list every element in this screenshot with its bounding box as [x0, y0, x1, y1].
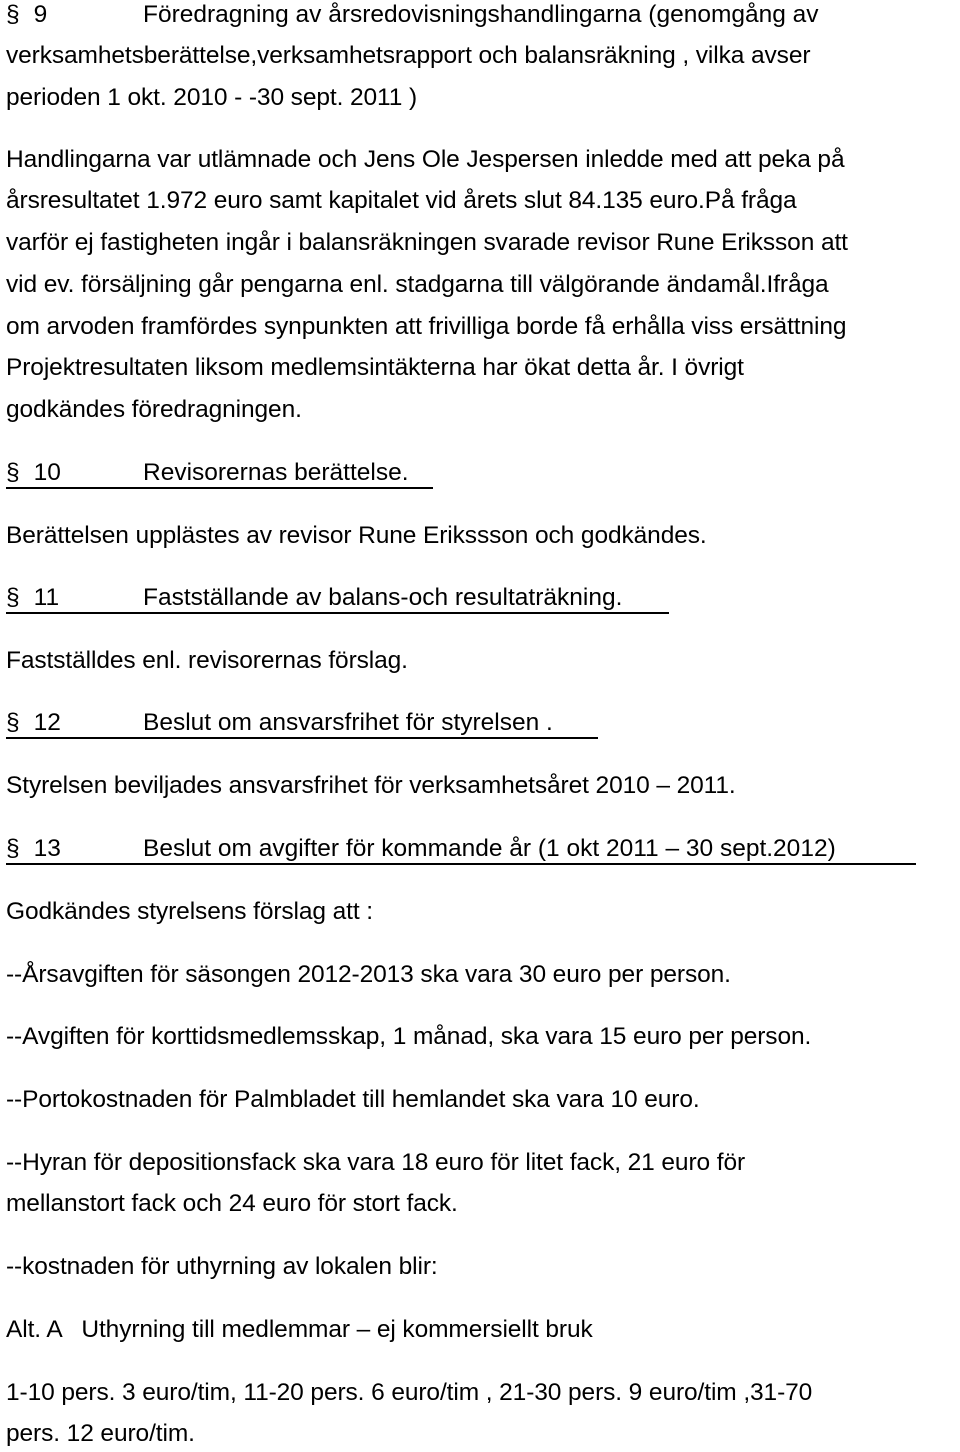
section-9-title-line-2: verksamhetsberättelse,verksamhetsrapport och balansräkning , vilka avser — [6, 42, 811, 69]
section-9-body-line: varför ej fastigheten ingår i balansräkningen svarade revisor Rune Eriksson att — [6, 229, 848, 256]
section-number: 9 — [33, 1, 48, 28]
section-13-body-line: 1-10 pers. 3 euro/tim, 11-20 pers. 6 euro/tim , 21-30 pers. 9 euro/tim ,31-70 — [6, 1379, 813, 1406]
section-13-body-line: Godkändes styrelsens förslag att : — [6, 898, 374, 925]
section-9-body-line: årsresultatet 1.972 euro samt kapitalet vid årets slut 84.135 euro.På fråga — [6, 187, 797, 214]
section-9-body-line: om arvoden framfördes synpunkten att frivilliga borde få erhålla viss ersättning — [6, 313, 847, 340]
section-13-body-line: --Portokostnaden för Palmbladet till hemlandet ska vara 10 euro. — [6, 1086, 700, 1113]
section-number: 13 — [33, 835, 61, 862]
section-symbol: § — [6, 835, 20, 862]
section-9-title-line-3: perioden 1 okt. 2010 - -30 sept. 2011 ) — [6, 84, 418, 111]
heading-underline — [6, 612, 669, 614]
section-9-title-line-1: Föredragning av årsredovisningshandlingarna (genomgång av — [143, 1, 819, 28]
section-13-body-line: mellanstort fack och 24 euro för stort fack. — [6, 1190, 458, 1217]
section-10-number — [6, 458, 61, 488]
heading-underline — [6, 487, 433, 489]
section-symbol: § — [6, 459, 20, 486]
section-13-body-line: --Hyran för depositionsfack ska vara 18 euro för litet fack, 21 euro för — [6, 1149, 746, 1176]
section-9-body-line: Handlingarna var utlämnade och Jens Ole Jespersen inledde med att peka på — [6, 146, 845, 173]
section-12-body: Styrelsen beviljades ansvarsfrihet för verksamhetsåret 2010 – 2011. — [6, 772, 736, 799]
section-13-body-line: --Avgiften för korttidsmedlemsskap, 1 månad, ska vara 15 euro per person. — [6, 1023, 812, 1050]
section-9-body-line: Projektresultaten liksom medlemsintäkterna har ökat detta år. I övrigt — [6, 354, 744, 381]
section-9-number — [6, 0, 47, 30]
section-12-number — [6, 708, 61, 738]
section-11-number — [6, 583, 59, 613]
section-symbol: § — [6, 709, 20, 736]
section-symbol: § — [6, 1, 20, 28]
heading-underline — [6, 863, 916, 865]
section-9-body-line: godkändes föredragningen. — [6, 396, 302, 423]
section-13-body-line: pers. 12 euro/tim. — [6, 1420, 195, 1447]
section-9-body-line: vid ev. försäljning går pengarna enl. stadgarna till välgörande ändamål.Ifråga — [6, 271, 829, 298]
section-13-body-line: --kostnaden för uthyrning av lokalen blir: — [6, 1253, 438, 1280]
section-12-title: Beslut om ansvarsfrihet för styrelsen . — [143, 709, 553, 736]
section-number: 12 — [33, 709, 61, 736]
section-11-body: Fastställdes enl. revisorernas förslag. — [6, 647, 408, 674]
section-10-body: Berättelsen upplästes av revisor Rune Erikssson och godkändes. — [6, 522, 707, 549]
section-13-body-line: Alt. A Uthyrning till medlemmar – ej kommersiellt bruk — [6, 1316, 593, 1343]
section-11-title: Fastställande av balans-och resultaträkning. — [143, 584, 623, 611]
section-13-title: Beslut om avgifter för kommande år (1 okt 2011 – 30 sept.2012) — [143, 835, 836, 862]
section-13-number — [6, 834, 61, 864]
section-number: 11 — [33, 584, 60, 611]
section-symbol: § — [6, 584, 20, 611]
section-10-title: Revisorernas berättelse. — [143, 459, 409, 486]
section-number: 10 — [33, 459, 61, 486]
heading-underline — [6, 737, 598, 739]
section-13-body-line: --Årsavgiften för säsongen 2012-2013 ska vara 30 euro per person. — [6, 961, 731, 988]
